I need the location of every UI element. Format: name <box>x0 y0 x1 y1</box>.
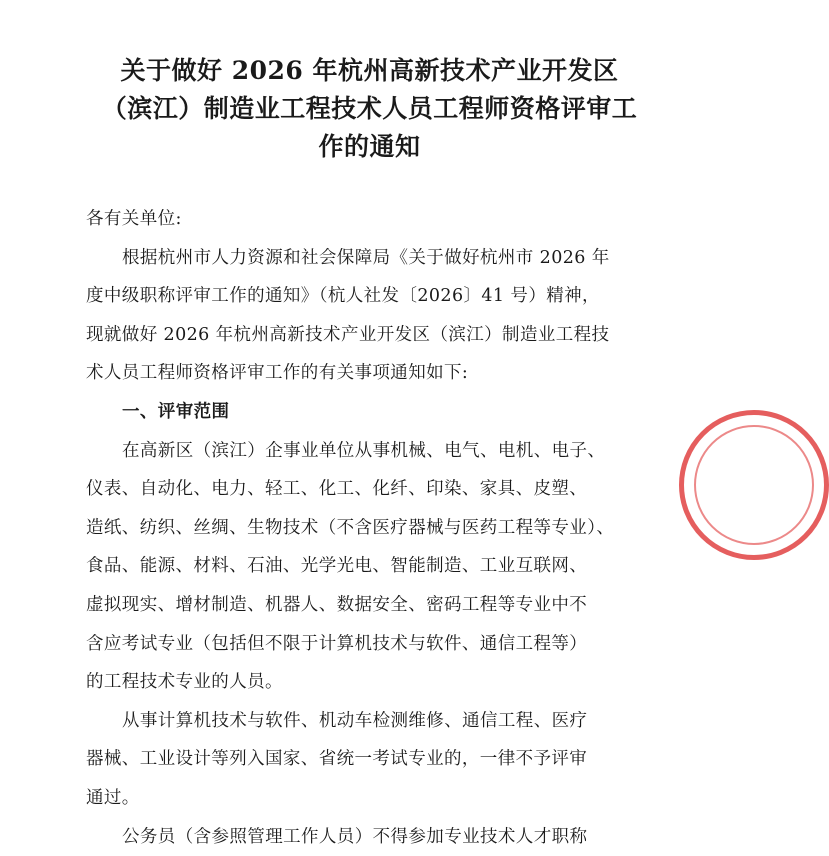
paragraph-line: 通过。 <box>86 779 666 818</box>
paragraph-line: 器械、工业设计等列入国家、省统一考试专业的，一律不予评审 <box>86 740 666 779</box>
paragraph-line: 食品、能源、材料、石油、光学光电、智能制造、工业互联网、 <box>86 547 666 586</box>
title-line-3: 作的通知 <box>60 128 679 166</box>
paragraph-line: 公务员（含参照管理工作人员）不得参加专业技术人才职称 <box>86 818 666 856</box>
seal-inner-ring <box>694 425 814 545</box>
paragraph-line: 现就做好 2026 年杭州高新技术产业开发区（滨江）制造业工程技 <box>86 316 666 355</box>
paragraph-line: 仪表、自动化、电力、轻工、化工、化纤、印染、家具、皮塑、 <box>86 470 666 509</box>
document-body <box>86 200 666 856</box>
title-line-1: 关于做好 2026 年杭州高新技术产业开发区 <box>60 52 679 90</box>
paragraph-line: 虚拟现实、增材制造、机器人、数据安全、密码工程等专业中不 <box>86 586 666 625</box>
section-heading: 一、评审范围 <box>86 393 666 432</box>
paragraph-line: 的工程技术专业的人员。 <box>86 663 666 702</box>
document-title <box>60 52 679 166</box>
salutation: 各有关单位: <box>86 200 666 239</box>
paragraph-line: 含应考试专业（包括但不限于计算机技术与软件、通信工程等） <box>86 625 666 664</box>
official-seal-stamp <box>679 410 829 560</box>
title-line-2: （滨江）制造业工程技术人员工程师资格评审工 <box>60 90 679 128</box>
paragraph-line: 在高新区（滨江）企事业单位从事机械、电气、电机、电子、 <box>86 432 666 471</box>
paragraph-line: 从事计算机技术与软件、机动车检测维修、通信工程、医疗 <box>86 702 666 741</box>
paragraph-line: 根据杭州市人力资源和社会保障局《关于做好杭州市 2026 年 <box>86 239 666 278</box>
paragraph-line: 术人员工程师资格评审工作的有关事项通知如下: <box>86 354 666 393</box>
paragraph-line: 度中级职称评审工作的通知》（杭人社发〔2026〕41 号）精神， <box>86 277 666 316</box>
paragraph-line: 造纸、纺织、丝绸、生物技术（不含医疗器械与医药工程等专业）、 <box>86 509 666 548</box>
